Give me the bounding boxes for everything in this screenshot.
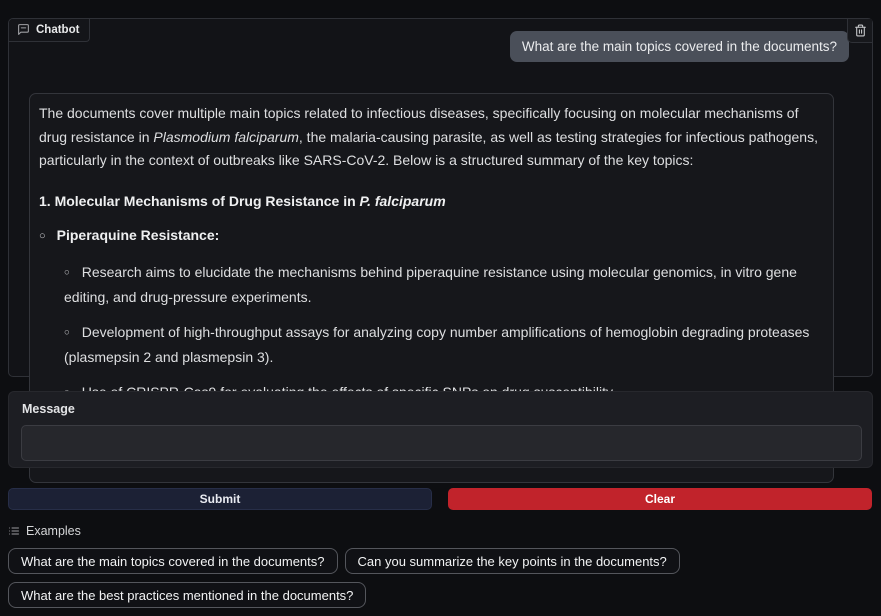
- bot-intro-paragraph: The documents cover multiple main topics related to infectious diseases, specifically focusing on molecular mechanisms of drug resistance in Plasmodium falciparum, the malaria-causing parasite, as well as testing strategies for infectious pathogens, particularly in the context of outbreaks like SARS-CoV-2. Below is a structured summary of the key topics:: [39, 105, 818, 168]
- species-name-italic: P. falciparum: [359, 192, 446, 209]
- bot-section-heading: 1. Molecular Mechanisms of Drug Resistance in P. falciparum: [39, 192, 446, 209]
- examples-list: [8, 548, 873, 608]
- user-message-row: [189, 31, 849, 62]
- examples-label-text: Examples: [26, 524, 81, 538]
- message-input-group: [8, 391, 873, 468]
- chatbot-label: [9, 19, 90, 42]
- sub-bullet-item: ○ Research aims to elucidate the mechanisms behind piperaquine resistance using molecular genomics, in vitro gene editing, and drug-pressure experiments.: [39, 261, 820, 310]
- chatbot-label-text: Chatbot: [36, 23, 80, 36]
- examples-label: [8, 524, 81, 538]
- trash-icon: [854, 24, 867, 37]
- message-label: Message: [22, 402, 75, 416]
- submit-button[interactable]: Submit: [8, 488, 432, 510]
- chatbot-panel: [8, 18, 873, 377]
- list-icon: [8, 525, 20, 537]
- user-message-bubble: What are the main topics covered in the documents?: [510, 31, 849, 62]
- example-main-topics[interactable]: What are the main topics covered in the documents?: [8, 548, 338, 574]
- species-name-italic: Plasmodium falciparum: [153, 128, 299, 145]
- chat-bubble-icon: [17, 23, 30, 36]
- clear-chat-button[interactable]: [847, 19, 872, 43]
- example-summarize-key-points[interactable]: Can you summarize the key points in the documents?: [345, 548, 680, 574]
- clear-button[interactable]: Clear: [448, 488, 872, 510]
- sub-bullet-item: ○ Development of high-throughput assays for analyzing copy number amplifications of hemoglobin degrading proteases (plasmepsin 2 and plasmepsin 3).: [39, 321, 820, 370]
- example-best-practices[interactable]: What are the best practices mentioned in the documents?: [8, 582, 366, 608]
- bullet-piperaquine-resistance: ○ Piperaquine Resistance:: [39, 224, 820, 250]
- message-input[interactable]: [21, 425, 862, 461]
